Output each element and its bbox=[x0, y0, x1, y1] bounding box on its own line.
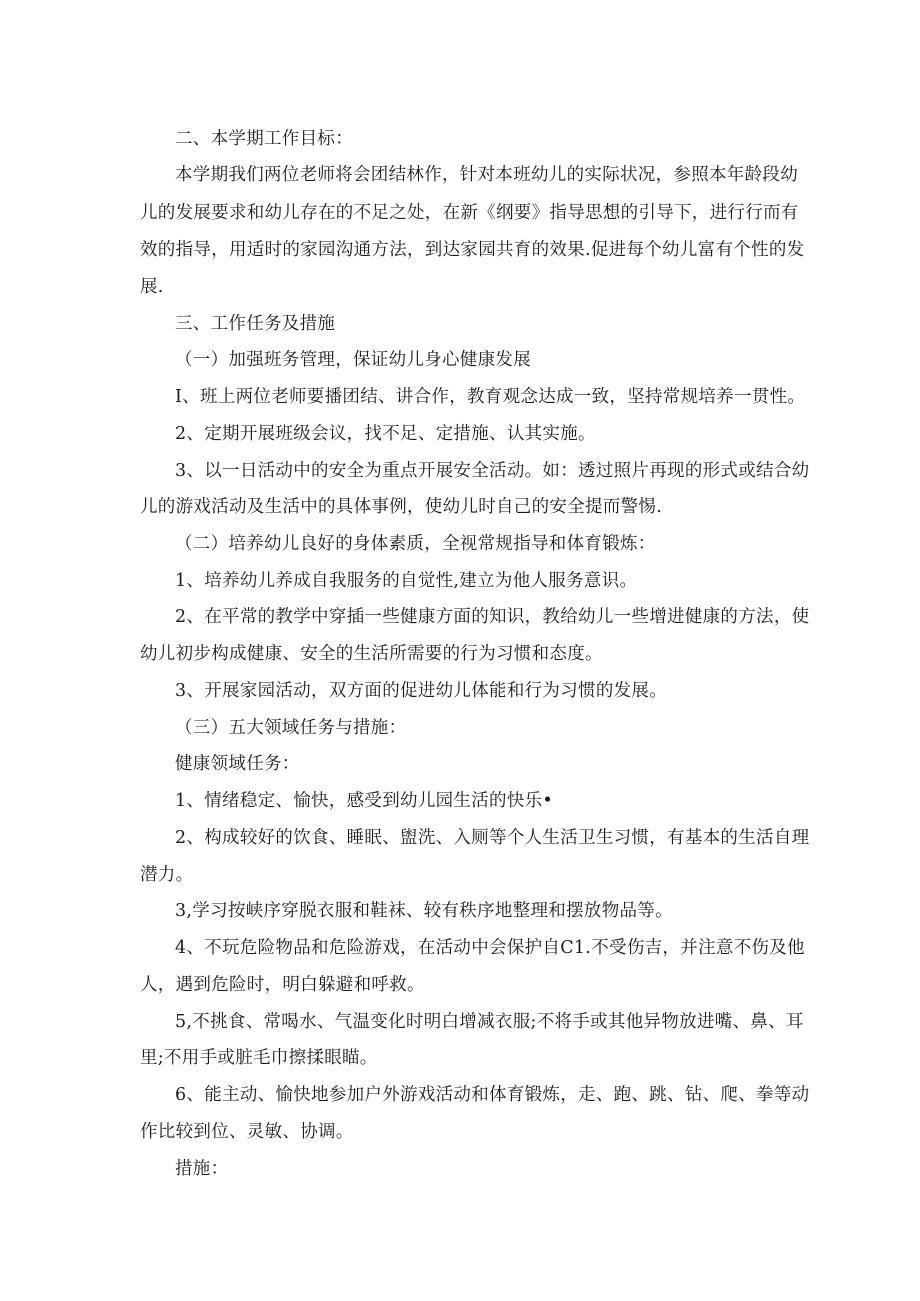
list-item-continuation: 里;不用手或脏毛巾擦揉眼瞄。 bbox=[140, 1048, 378, 1068]
paragraph-line: 效的指导，用适时的家园沟通方法，到达家园共育的效果.促进每个幼儿富有个性的发 bbox=[140, 240, 805, 260]
list-item: 1、培养幼儿养成自我服务的自觉性,建立为他人服务意识。 bbox=[175, 571, 638, 591]
list-item: 1、情绪稳定、愉快，感受到幼儿园生活的快乐• bbox=[175, 791, 554, 811]
list-item-continuation: 作比较到位、灵敏、协调。 bbox=[140, 1122, 354, 1142]
paragraph-line: 儿的发展要求和幼儿存在的不足之处，在新《纲要》指导思想的引导下，进行行而有 bbox=[140, 203, 799, 223]
subheading-health-tasks: 健康领域任务： bbox=[175, 754, 300, 774]
subheading-physical-quality: （二）培养幼儿良好的身体素质，全视常规指导和体育锻炼： bbox=[175, 534, 656, 554]
list-item: 4、不玩危险物品和危险游戏，在活动中会保护自C1.不受伤吉，并注意不伤及他 bbox=[175, 938, 805, 958]
subheading-five-domains: （三）五大领域任务与措施： bbox=[175, 718, 407, 738]
list-item: 3、开展家园活动，双方面的促进幼儿体能和行为习惯的发展。 bbox=[175, 681, 668, 701]
list-item-continuation: 人，遇到危险时，明白躲避和呼救。 bbox=[140, 975, 425, 995]
paragraph-line: 本学期我们两位老师将会团结林作，针对本班幼儿的实际状况，参照本年龄段幼 bbox=[175, 165, 798, 185]
list-item: 6、能主动、愉快地参加户外游戏活动和体育锻炼，走、跑、跳、钻、爬、拳等动 bbox=[175, 1085, 810, 1105]
subheading-measures: 措施： bbox=[175, 1159, 229, 1179]
subheading-class-management: （一）加强班务管理，保证幼儿身心健康发展 bbox=[175, 350, 531, 370]
list-item-continuation: 幼儿初步构成健康、安全的生活所需要的行为习惯和态度。 bbox=[140, 644, 603, 664]
heading-goals: 二、本学期工作目标： bbox=[175, 129, 353, 149]
list-item-continuation: 潜力。 bbox=[140, 865, 194, 885]
list-item: 2、在平常的教学中穿插一些健康方面的知识，教给幼儿一些增进健康的方法，使 bbox=[175, 607, 810, 627]
list-item-continuation: 儿的游戏活动及生活中的具体事例，使幼儿时自己的安全提而警惕. bbox=[140, 497, 663, 517]
list-item: 3、以一日活动中的安全为重点开展安全活动。如：透过照片再现的形式或结合幼 bbox=[175, 461, 810, 481]
list-item: 5,不挑食、常喝水、气温变化时明白增减衣服;不将手或其他异物放进嘴、鼻、耳 bbox=[175, 1012, 804, 1032]
list-item: 2、定期开展班级会议，找不足、定措施、认其实施。 bbox=[175, 424, 596, 444]
list-item: 3,学习按峡序穿脱衣服和鞋袜、较有秩序地整理和摆放物品等。 bbox=[175, 901, 673, 921]
paragraph-line: 展. bbox=[140, 277, 164, 297]
list-item: 2、构成较好的饮食、睡眠、盥洗、入厕等个人生活卫生习惯，有基本的生活自理 bbox=[175, 828, 810, 848]
list-item: I、班上两位老师要播团结、讲合作，教育观念达成一致，坚持常规培养一贯性。 bbox=[175, 387, 806, 407]
heading-tasks-measures: 三、工作任务及措施 bbox=[175, 314, 336, 334]
